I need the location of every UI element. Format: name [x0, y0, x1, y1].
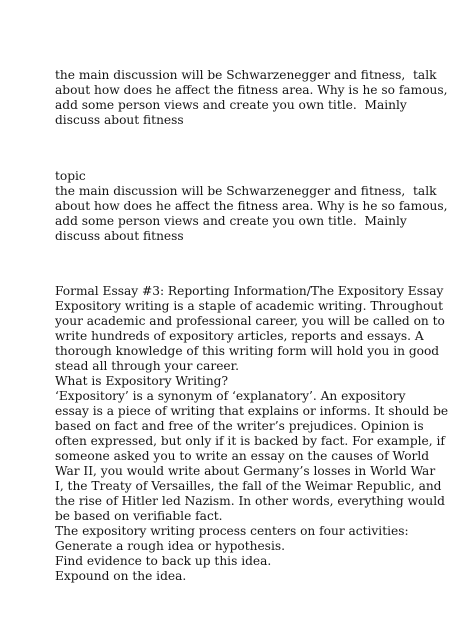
- text-line: the rise of Hitler led Nazism. In other words, everything would: [55, 494, 445, 508]
- text-line: often expressed, but only if it is backed by fact. For example, if: [55, 434, 445, 448]
- text-line: about how does he affect the fitness area. Why is he so famous,: [55, 199, 448, 213]
- text-line: ‘Expository’ is a synonym of ‘explanatory’. An expository: [55, 389, 406, 403]
- text-line: Expository writing is a staple of academic writing. Throughout: [55, 299, 444, 313]
- list-item: Find evidence to back up this idea.: [55, 554, 272, 568]
- text-line: thorough knowledge of this writing form will hold you in good: [55, 344, 440, 358]
- text-line: add some person views and create you own title. Mainly: [55, 98, 407, 112]
- essay-title: Formal Essay #3: Reporting Information/The Expository Essay: [55, 284, 444, 298]
- text-line: write hundreds of expository articles, reports and essays. A: [55, 329, 424, 343]
- text-line: about how does he affect the fitness area. Why is he so famous,: [55, 83, 448, 97]
- text-line: The expository writing process centers on four activities:: [55, 524, 409, 538]
- text-line: be based on verifiable fact.: [55, 509, 223, 523]
- text-line: essay is a piece of writing that explains or informs. It should be: [55, 404, 449, 418]
- text-line: the main discussion will be Schwarzenegger and fitness, talk: [55, 184, 437, 198]
- text-line: discuss about fitness: [55, 113, 184, 127]
- topic-heading: topic: [55, 169, 86, 183]
- list-item: Generate a rough idea or hypothesis.: [55, 539, 285, 553]
- text-line: based on fact and free of the writer’s prejudices. Opinion is: [55, 419, 424, 433]
- text-line: War II, you would write about Germany’s losses in World War: [55, 464, 436, 478]
- text-line: discuss about fitness: [55, 229, 184, 243]
- text-line: your academic and professional career, you will be called on to: [55, 314, 445, 328]
- text-line: add some person views and create you own title. Mainly: [55, 214, 407, 228]
- section-heading: What is Expository Writing?: [55, 374, 229, 388]
- text-line: someone asked you to write an essay on the causes of World: [55, 449, 430, 463]
- text-line: the main discussion will be Schwarzenegger and fitness, talk: [55, 68, 437, 82]
- text-line: I, the Treaty of Versailles, the fall of the Weimar Republic, and: [55, 479, 442, 493]
- list-item: Expound on the idea.: [55, 569, 187, 583]
- text-line: stead all through your career.: [55, 359, 240, 373]
